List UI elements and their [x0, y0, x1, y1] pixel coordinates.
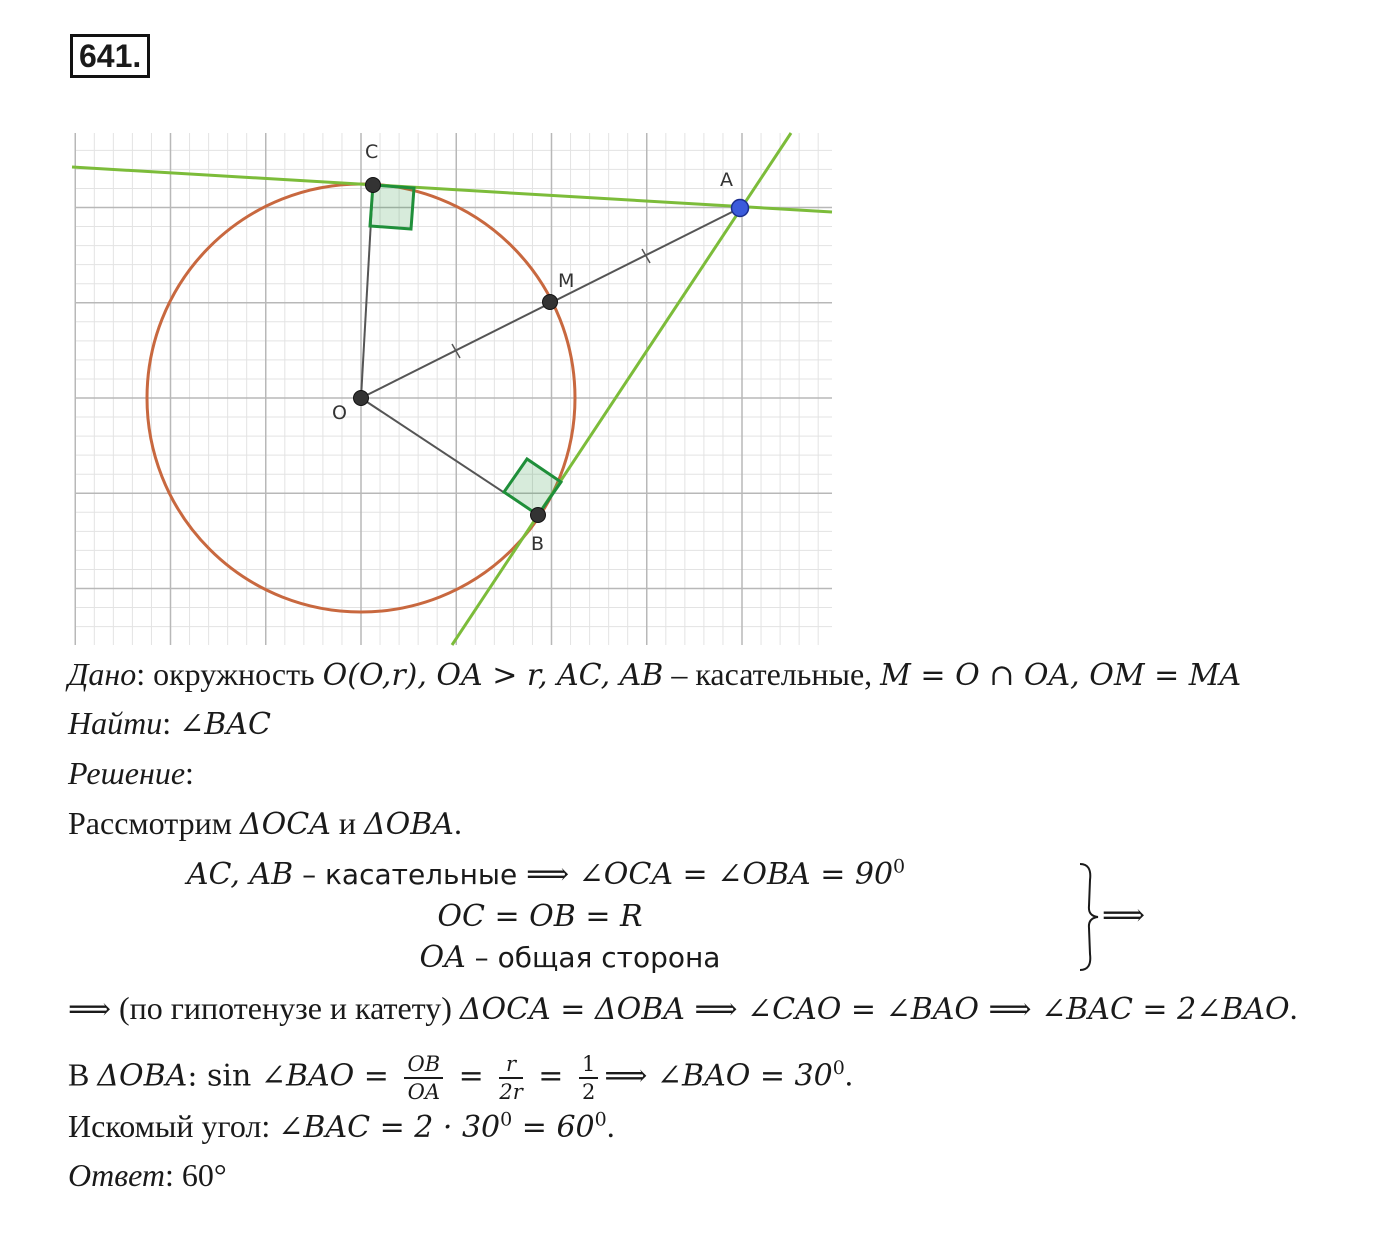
step2-eq2: =	[528, 1058, 573, 1094]
solution-label: Решение	[68, 755, 186, 791]
system-row1-sup: 0	[893, 855, 906, 878]
point-label-b: B	[531, 533, 545, 555]
fraction-1-2	[579, 1051, 598, 1105]
solution-line	[68, 755, 194, 792]
frac2-numerator: r	[499, 1051, 522, 1079]
step3-line	[68, 1108, 615, 1145]
find-label: Найти	[68, 705, 163, 741]
step2-sup: 0	[832, 1057, 845, 1079]
answer-line	[68, 1157, 227, 1194]
given-text-b: – касательные,	[663, 656, 881, 692]
system-row1-text: – касательные	[293, 858, 527, 891]
point-label-a: A	[720, 169, 733, 191]
step3-end: .	[606, 1108, 615, 1144]
problem-number: 641.	[70, 34, 150, 78]
step1-arrow: ⟹	[68, 992, 112, 1027]
frac3-denominator: 2	[581, 1080, 596, 1105]
given-text-a: : окружность	[136, 656, 323, 692]
step1-line	[68, 990, 1298, 1027]
figure-shapes	[72, 133, 832, 645]
step3-math2: = 60	[512, 1110, 595, 1145]
find-colon: :	[162, 705, 180, 741]
given-line	[68, 656, 1241, 693]
frac3-numerator: 1	[579, 1051, 598, 1079]
answer-text: : 60°	[165, 1157, 227, 1193]
consider-text-b: и	[330, 805, 364, 841]
step1-end: .	[1289, 990, 1298, 1026]
system-row3-text: – общая сторона	[465, 941, 721, 974]
fraction-ob-oa	[404, 1051, 443, 1105]
frac1-denominator: OA	[407, 1080, 440, 1105]
point-c	[366, 178, 381, 193]
step2-math-b: ∠BAO =	[260, 1058, 399, 1094]
frac2-denominator: 2r	[499, 1080, 523, 1105]
consider-text-a: Рассмотрим	[68, 805, 240, 841]
consider-end: .	[453, 805, 462, 841]
step1-math: ΔOCA = ΔOBA ⟹ ∠CAO = ∠BAO ⟹ ∠BAC = 2∠BAO	[459, 992, 1290, 1027]
consider-math-a: ΔOCA	[239, 807, 331, 842]
point-label-c: C	[365, 141, 379, 163]
answer-label: Ответ	[68, 1157, 165, 1193]
step3-math: ∠BAC = 2 · 30	[278, 1110, 501, 1145]
point-b	[531, 508, 546, 523]
point-a	[732, 200, 749, 217]
system-row1-math: AC, AB	[186, 857, 294, 892]
system-row-2	[0, 897, 1080, 934]
system-row3-math: OA	[419, 940, 466, 975]
system-implies: ⟹	[1102, 898, 1146, 933]
system-row-3	[30, 938, 1110, 975]
point-o	[354, 391, 369, 406]
find-line	[68, 705, 271, 742]
solution-colon: :	[185, 755, 194, 791]
step3-sup2: 0	[594, 1108, 607, 1131]
step2-end: .	[844, 1056, 853, 1093]
step1-text: (по гипотенузе и катету)	[111, 990, 460, 1026]
system-row1-math2: ⟹ ∠OCA = ∠OBA = 90	[526, 857, 894, 892]
fraction-r-2r	[499, 1051, 522, 1105]
system-brace	[1076, 862, 1100, 972]
step2-text-a: В	[68, 1056, 98, 1093]
step2-math-a: ΔOBA	[97, 1058, 188, 1094]
step3-text: Искомый угол:	[68, 1108, 279, 1144]
step2-line	[68, 1038, 853, 1105]
point-label-o: O	[332, 402, 347, 424]
given-label: Дано	[68, 656, 137, 692]
given-math-a: O(O,r), OA > r, AC, AB	[322, 658, 664, 693]
frac1-numerator: OB	[404, 1051, 443, 1079]
consider-line	[68, 805, 462, 842]
given-math-b: M = O ∩ OA, OM = MA	[880, 658, 1242, 693]
step2-math-c: ⟹ ∠BAO = 30	[604, 1058, 833, 1094]
right-angle-b	[504, 459, 561, 515]
system-row-1	[6, 855, 1086, 892]
system-row2-math: OC = OB = R	[437, 899, 643, 934]
step2-eq1: =	[449, 1058, 494, 1094]
point-label-m: M	[558, 270, 575, 292]
grid	[75, 133, 832, 645]
point-m	[543, 295, 558, 310]
consider-math-b: ΔOBA	[364, 807, 454, 842]
find-math: ∠BAC	[179, 707, 271, 742]
step3-sup1: 0	[500, 1108, 513, 1131]
step2-text-sin: : sin	[187, 1058, 261, 1094]
